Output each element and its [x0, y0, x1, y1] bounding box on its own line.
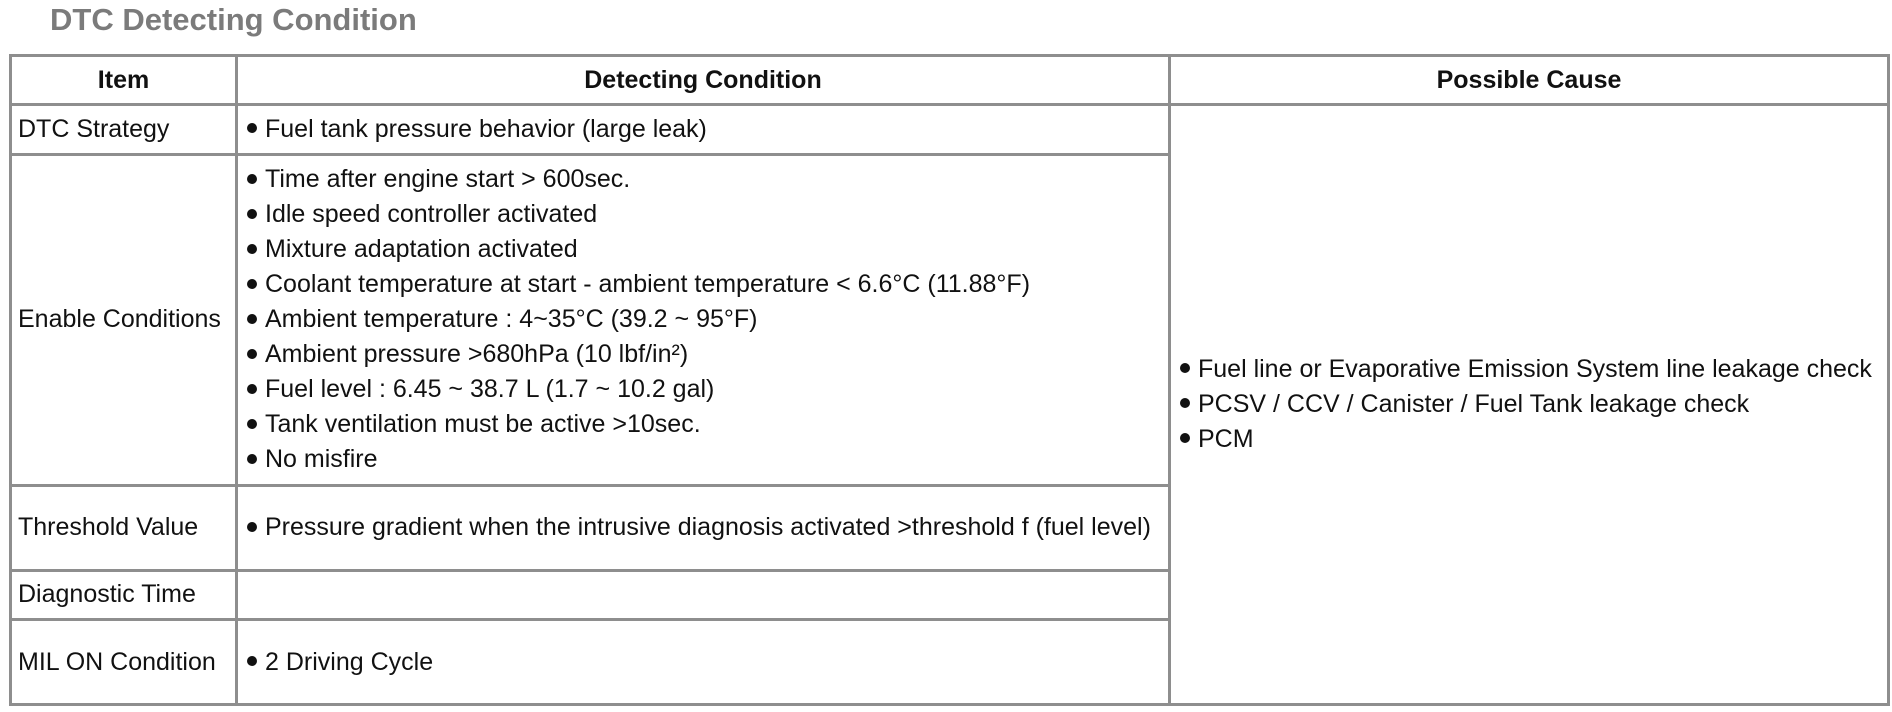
- bullet-icon: [1180, 433, 1190, 443]
- item-threshold-value: Threshold Value: [11, 485, 237, 570]
- condition-list: [244, 162, 1162, 477]
- item-diagnostic-time: Diagnostic Time: [11, 570, 237, 620]
- condition-cell: [237, 620, 1170, 705]
- bullet-icon: [247, 419, 257, 429]
- list-item: Time after engine start > 600sec.: [244, 162, 1162, 197]
- bullet-icon: [247, 314, 257, 324]
- list-item: 2 Driving Cycle: [244, 645, 1162, 680]
- condition-list: [244, 112, 1162, 147]
- list-item: Coolant temperature at start - ambient temperature < 6.6°C (11.88°F): [244, 267, 1162, 302]
- item-mil-on-condition: MIL ON Condition: [11, 620, 237, 705]
- bullet-icon: [1180, 363, 1190, 373]
- list-item: Ambient temperature : 4~35°C (39.2 ~ 95°F): [244, 302, 1162, 337]
- condition-cell: [237, 485, 1170, 570]
- bullet-icon: [247, 454, 257, 464]
- list-item: Fuel level : 6.45 ~ 38.7 L (1.7 ~ 10.2 gal): [244, 372, 1162, 407]
- list-item: Fuel line or Evaporative Emission System line leakage check: [1177, 352, 1881, 387]
- bullet-icon: [247, 349, 257, 359]
- bullet-icon: [247, 279, 257, 289]
- condition-list: [244, 645, 1162, 680]
- table-header-row: [11, 56, 1889, 105]
- list-item: Fuel tank pressure behavior (large leak): [244, 112, 1162, 147]
- table-row: [11, 105, 1889, 155]
- condition-list: [244, 510, 1162, 545]
- cause-list: [1177, 352, 1881, 457]
- list-item: Tank ventilation must be active >10sec.: [244, 407, 1162, 442]
- list-item: Pressure gradient when the intrusive diagnosis activated >threshold f (fuel level): [244, 510, 1162, 545]
- page-title: DTC Detecting Condition: [50, 2, 417, 37]
- list-item: PCSV / CCV / Canister / Fuel Tank leakage check: [1177, 387, 1881, 422]
- list-item: Ambient pressure >680hPa (10 lbf/in²): [244, 337, 1162, 372]
- bullet-icon: [247, 656, 257, 666]
- item-dtc-strategy: DTC Strategy: [11, 105, 237, 155]
- condition-cell-empty: [237, 570, 1170, 620]
- possible-cause-cell: [1170, 105, 1889, 705]
- list-item: Idle speed controller activated: [244, 197, 1162, 232]
- bullet-icon: [247, 123, 257, 133]
- list-item: No misfire: [244, 442, 1162, 477]
- header-detecting-condition: Detecting Condition: [237, 56, 1170, 105]
- item-enable-conditions: Enable Conditions: [11, 154, 237, 485]
- bullet-icon: [247, 384, 257, 394]
- bullet-icon: [247, 174, 257, 184]
- bullet-icon: [247, 522, 257, 532]
- dtc-condition-table: [9, 54, 1890, 706]
- bullet-icon: [247, 209, 257, 219]
- condition-cell: [237, 154, 1170, 485]
- header-possible-cause: Possible Cause: [1170, 56, 1889, 105]
- condition-cell: [237, 105, 1170, 155]
- list-item: Mixture adaptation activated: [244, 232, 1162, 267]
- header-item: Item: [11, 56, 237, 105]
- bullet-icon: [1180, 398, 1190, 408]
- list-item: PCM: [1177, 422, 1881, 457]
- bullet-icon: [247, 244, 257, 254]
